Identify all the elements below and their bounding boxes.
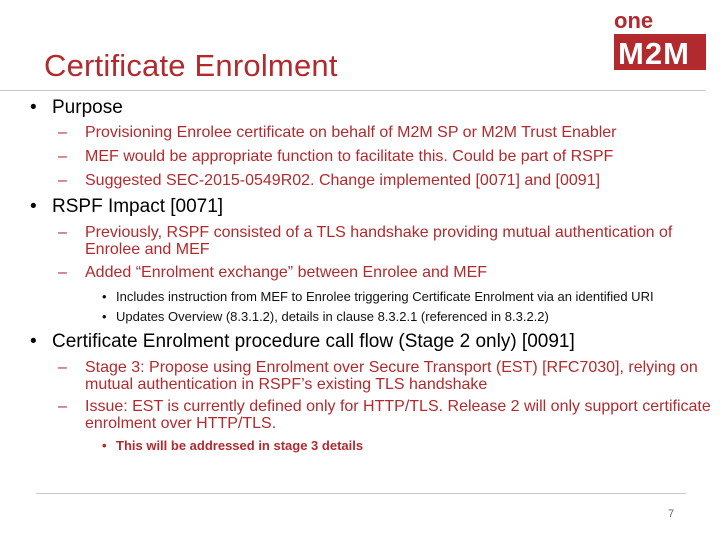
title-divider	[0, 90, 705, 91]
bullet-text: Suggested SEC-2015-0549R02. Change implemented [0071] and [0091]	[85, 172, 601, 189]
logo-text-m2m: M2M	[618, 36, 690, 71]
bullet-text: Provisioning Enrolee certificate on behalf of M2M SP or M2M Trust Enabler	[85, 124, 617, 141]
bullet-text: Added “Enrolment exchange” between Enrolee and MEF	[85, 264, 488, 281]
sub-bullet: – Provisioning Enrolee certificate on behalf of M2M SP or M2M Trust Enabler	[58, 124, 617, 141]
slide-body	[28, 96, 712, 453]
bullet-text: RSPF Impact [0071]	[52, 196, 224, 217]
bullet-text: Certificate Enrolment procedure call flow (Stage 2 only) [0091]	[52, 331, 575, 352]
bullet-text: Includes instruction from MEF to Enrolee triggering Certificate Enrolment via an identified URI	[116, 289, 654, 304]
bullet-purpose: • Purpose	[30, 97, 123, 118]
sub-bullet: – Stage 3: Propose using Enrolment over Secure Transport (EST) [RFC7030], relying on mutual authentication in RSPF’s existing TLS handshake	[58, 359, 698, 393]
sub-bullet: – Previously, RSPF consisted of a TLS handshake providing mutual authentication of Enrolee and MEF	[58, 224, 673, 258]
sub-bullet: – Suggested SEC-2015-0549R02. Change implemented [0071] and [0091]	[58, 172, 601, 189]
bullet-text: Purpose	[52, 97, 123, 118]
slide-title: Certificate Enrolment	[44, 48, 338, 83]
sub-bullet: – Issue: EST is currently defined only for HTTP/TLS. Release 2 will only support certificate enrolment over HTTP/TLS.	[58, 398, 711, 432]
sub-bullet: – Added “Enrolment exchange” between Enrolee and MEF	[58, 264, 488, 281]
logo-text-one: one	[614, 8, 654, 33]
sub-sub-bullet: • Updates Overview (8.3.1.2), details in clause 8.3.2.1 (referenced in 8.3.2.2)	[102, 309, 549, 324]
sub-bullet: – MEF would be appropriate function to facilitate this. Could be part of RSPF	[58, 148, 614, 165]
bullet-enrolment-procedure: • Certificate Enrolment procedure call flow (Stage 2 only) [0091]	[30, 331, 575, 352]
sub-sub-bullet: • Includes instruction from MEF to Enrolee triggering Certificate Enrolment via an identified URI	[102, 289, 654, 304]
bullet-rspf-impact: • RSPF Impact [0071]	[30, 196, 224, 217]
bullet-text: Stage 3: Propose using Enrolment over Secure Transport (EST) [RFC7030], relying on mutual authentication in RSPF’s existing TLS handshake	[85, 359, 698, 393]
sub-sub-bullet: • This will be addressed in stage 3 details	[102, 438, 364, 453]
bullet-text: This will be addressed in stage 3 details	[116, 438, 364, 453]
bullet-text: Updates Overview (8.3.1.2), details in clause 8.3.2.1 (referenced in 8.3.2.2)	[116, 309, 549, 324]
footer-divider	[36, 493, 686, 494]
bullet-text: Issue: EST is currently defined only for HTTP/TLS. Release 2 will only support certificate enrolment over HTTP/TLS.	[85, 398, 711, 432]
bullet-text: MEF would be appropriate function to facilitate this. Could be part of RSPF	[85, 148, 614, 165]
page-number: 7	[668, 508, 675, 520]
bullet-text: Previously, RSPF consisted of a TLS handshake providing mutual authentication of Enrolee and MEF	[85, 224, 673, 258]
onem2m-logo	[612, 6, 708, 72]
